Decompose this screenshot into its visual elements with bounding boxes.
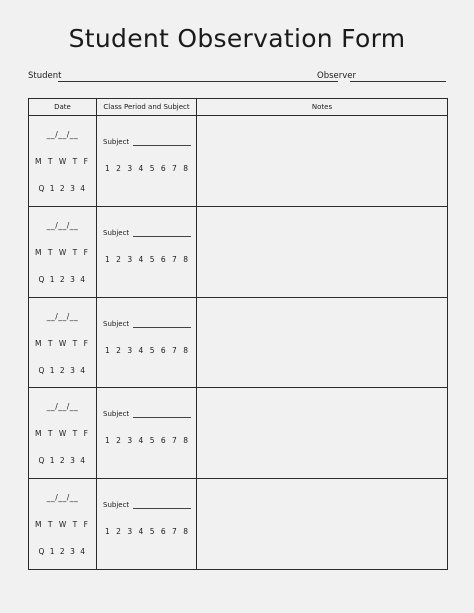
period-number[interactable]: 7 <box>172 436 177 446</box>
period-number[interactable]: 3 <box>127 436 133 446</box>
subject-label: Subject <box>103 501 130 510</box>
period-number[interactable]: 2 <box>116 436 121 446</box>
period-options <box>97 436 196 445</box>
period-number[interactable]: 5 <box>149 527 155 537</box>
weekday-options[interactable]: M T W T F <box>35 338 90 348</box>
notes-cell[interactable] <box>197 297 448 388</box>
observer-label: Observer <box>317 71 356 81</box>
table-row <box>29 206 448 297</box>
subject-field <box>97 138 196 146</box>
subject-label: Subject <box>103 319 130 328</box>
period-number[interactable]: 5 <box>149 436 155 446</box>
date-blank[interactable]: __/__/__ <box>46 493 79 503</box>
period-number[interactable]: 4 <box>138 345 144 355</box>
quarter-options[interactable]: Q 1 2 3 4 <box>38 547 87 557</box>
period-number[interactable]: 8 <box>183 254 188 264</box>
quarter-options[interactable]: Q 1 2 3 4 <box>38 365 87 375</box>
period-number[interactable]: 5 <box>149 345 155 355</box>
weekday-options[interactable]: M T W T F <box>35 157 90 166</box>
period-number[interactable]: 3 <box>127 164 133 173</box>
date-blank[interactable]: __/__/__ <box>46 402 79 412</box>
subject-field <box>97 229 196 237</box>
period-number[interactable]: 5 <box>149 254 155 264</box>
period-number[interactable]: 1 <box>105 345 110 355</box>
table-row <box>29 116 448 207</box>
period-number[interactable]: 8 <box>183 527 188 537</box>
date-blank[interactable]: __/__/__ <box>46 311 79 321</box>
period-number[interactable]: 8 <box>183 164 188 173</box>
weekday-options[interactable]: M T W T F <box>35 429 90 439</box>
period-number[interactable]: 1 <box>105 436 110 446</box>
weekday-options[interactable]: M T W T F <box>35 247 90 257</box>
period-options <box>97 346 196 355</box>
weekday-options[interactable]: M T W T F <box>35 520 90 530</box>
subject-field <box>97 501 196 509</box>
period-number[interactable]: 3 <box>127 527 133 537</box>
date-cell <box>29 297 97 388</box>
period-number[interactable]: 2 <box>116 164 121 173</box>
period-number[interactable]: 6 <box>160 345 166 355</box>
period-number[interactable]: 3 <box>127 254 133 264</box>
subject-input-line[interactable] <box>133 411 191 418</box>
notes-cell[interactable] <box>197 206 448 297</box>
period-number[interactable]: 4 <box>138 164 144 173</box>
observer-name-field[interactable] <box>350 81 446 82</box>
period-number[interactable]: 1 <box>105 254 110 264</box>
class-period-cell <box>97 206 197 297</box>
class-period-cell <box>97 388 197 479</box>
subject-label: Subject <box>103 410 130 419</box>
header-date: Date <box>29 99 97 116</box>
subject-input-line[interactable] <box>133 321 191 328</box>
period-number[interactable]: 3 <box>127 345 133 355</box>
table-row <box>29 479 448 570</box>
table-header-row <box>29 99 448 116</box>
period-number[interactable]: 7 <box>172 345 177 355</box>
quarter-options[interactable]: Q 1 2 3 4 <box>38 274 87 284</box>
period-number[interactable]: 2 <box>116 345 121 355</box>
period-number[interactable]: 2 <box>116 254 121 264</box>
quarter-options[interactable]: Q 1 2 3 4 <box>38 184 87 193</box>
notes-cell[interactable] <box>197 116 448 207</box>
subject-input-line[interactable] <box>133 139 191 146</box>
period-number[interactable]: 7 <box>172 164 177 173</box>
header-notes: Notes <box>197 99 448 116</box>
period-options <box>97 255 196 264</box>
date-cell <box>29 116 97 207</box>
header-class-period-subject: Class Period and Subject <box>97 99 197 116</box>
date-cell <box>29 388 97 479</box>
period-number[interactable]: 5 <box>149 164 155 173</box>
subject-label: Subject <box>103 228 130 237</box>
date-blank[interactable]: __/__/__ <box>46 220 79 230</box>
notes-cell[interactable] <box>197 479 448 570</box>
date-blank[interactable]: __/__/__ <box>46 130 79 139</box>
period-number[interactable]: 4 <box>138 254 144 264</box>
subject-input-line[interactable] <box>133 502 191 509</box>
period-number[interactable]: 4 <box>138 436 144 446</box>
student-observer-line <box>28 71 446 85</box>
subject-label: Subject <box>103 138 130 146</box>
period-number[interactable]: 7 <box>172 254 177 264</box>
date-cell <box>29 479 97 570</box>
table-row <box>29 297 448 388</box>
observation-table <box>28 98 448 570</box>
quarter-options[interactable]: Q 1 2 3 4 <box>38 456 87 466</box>
notes-cell[interactable] <box>197 388 448 479</box>
period-number[interactable]: 4 <box>138 527 144 537</box>
subject-field <box>97 410 196 418</box>
period-number[interactable]: 2 <box>116 527 121 537</box>
period-number[interactable]: 1 <box>105 527 110 537</box>
period-number[interactable]: 6 <box>160 436 166 446</box>
period-number[interactable]: 8 <box>183 436 188 446</box>
class-period-cell <box>97 479 197 570</box>
table-row <box>29 388 448 479</box>
subject-field <box>97 320 196 328</box>
student-name-field[interactable] <box>58 81 338 82</box>
form-title: Student Observation Form <box>68 24 406 53</box>
period-number[interactable]: 6 <box>160 164 166 173</box>
period-number[interactable]: 1 <box>105 164 110 173</box>
student-label: Student <box>28 71 62 81</box>
class-period-cell <box>97 116 197 207</box>
class-period-cell <box>97 297 197 388</box>
period-number[interactable]: 6 <box>160 254 166 264</box>
subject-input-line[interactable] <box>133 230 191 237</box>
period-options <box>97 527 196 536</box>
period-number[interactable]: 7 <box>172 527 177 537</box>
period-number[interactable]: 6 <box>160 527 166 537</box>
period-number[interactable]: 8 <box>183 345 188 355</box>
period-options <box>97 164 196 173</box>
date-cell <box>29 206 97 297</box>
